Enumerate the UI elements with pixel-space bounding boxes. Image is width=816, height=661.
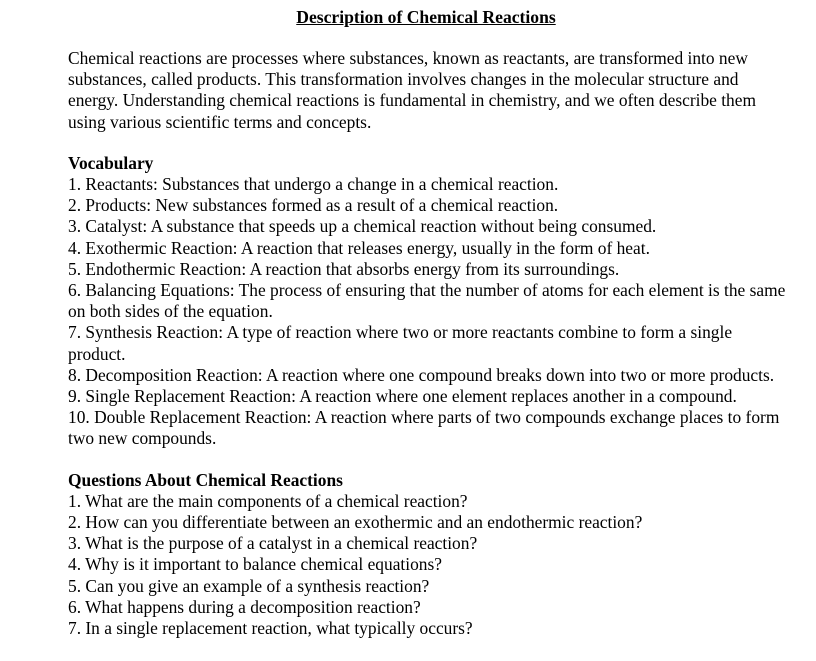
questions-section: [68, 470, 788, 640]
question-item: 6. What happens during a decomposition reaction?: [68, 596, 421, 617]
vocabulary-item: 3. Catalyst: A substance that speeds up a chemical reaction without being consumed.: [68, 216, 657, 237]
vocabulary-list: [68, 174, 788, 450]
question-item: 5. Can you give an example of a synthesis reaction?: [68, 575, 430, 596]
intro-paragraph: Chemical reactions are processes where substances, known as reactants, are transformed into new substances, called products. This transformation involves changes in the molecular structure and energy. Understanding chemical reactions is fundamental in chemistry, and we often describe them using various scientific terms and concepts.: [68, 48, 756, 132]
vocabulary-item: 5. Endothermic Reaction: A reaction that absorbs energy from its surroundings.: [68, 258, 620, 279]
vocabulary-item: 8. Decomposition Reaction: A reaction where one compound breaks down into two or more products.: [68, 364, 775, 385]
vocabulary-item: 9. Single Replacement Reaction: A reaction where one element replaces another in a compound.: [68, 386, 737, 407]
vocabulary-item: 6. Balancing Equations: The process of ensuring that the number of atoms for each element is the same on both sides of the equation.: [68, 280, 786, 322]
document-page: [68, 6, 788, 659]
questions-heading: Questions About Chemical Reactions: [68, 469, 343, 490]
vocabulary-section: [68, 153, 788, 450]
vocabulary-item: 7. Synthesis Reaction: A type of reaction where two or more reactants combine to form a single product.: [68, 322, 733, 364]
question-item: 3. What is the purpose of a catalyst in a chemical reaction?: [68, 533, 478, 554]
document-title: Description of Chemical Reactions: [296, 7, 556, 27]
question-item: 7. In a single replacement reaction, what typically occurs?: [68, 618, 473, 639]
question-item: 4. Why is it important to balance chemical equations?: [68, 554, 442, 575]
vocabulary-item: 1. Reactants: Substances that undergo a change in a chemical reaction.: [68, 174, 559, 195]
question-item: 2. How can you differentiate between an exothermic and an endothermic reaction?: [68, 512, 643, 533]
vocabulary-item: 4. Exothermic Reaction: A reaction that releases energy, usually in the form of heat.: [68, 237, 650, 258]
vocabulary-item: 2. Products: New substances formed as a result of a chemical reaction.: [68, 195, 559, 216]
vocabulary-item: 10. Double Replacement Reaction: A reaction where parts of two compounds exchange places to form two new compounds.: [68, 407, 780, 449]
vocabulary-heading: Vocabulary: [68, 152, 154, 173]
question-item: 1. What are the main components of a chemical reaction?: [68, 490, 468, 511]
questions-list: [68, 491, 788, 639]
